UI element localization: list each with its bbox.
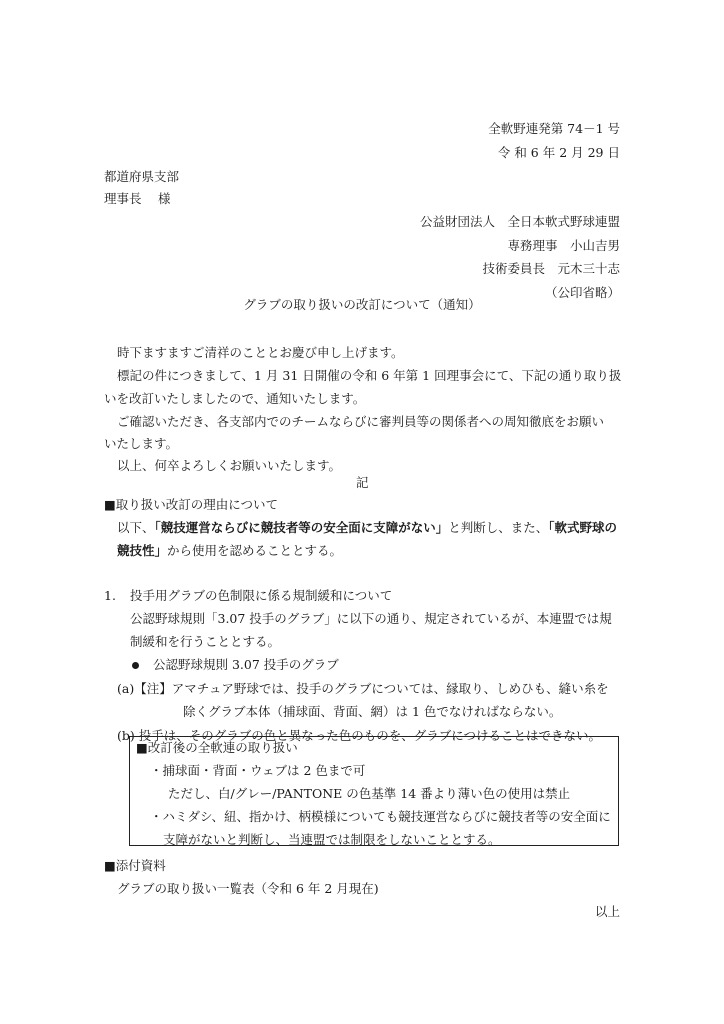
sender-committee: 技術委員長 元木三十志	[482, 261, 620, 276]
body-p3-line2: いたします。	[104, 436, 179, 451]
closing: 以上	[594, 904, 620, 919]
bullet-icon	[132, 662, 139, 669]
box-line3: ・ハミダシ、紐、指かけ、柄模様についても競技運営ならびに競技者等の安全面に	[150, 809, 611, 824]
body-p4: 以上、何卒よろしくお願いいたします。	[117, 458, 342, 473]
attachment-heading: ■添付資料	[104, 858, 166, 873]
reason-emphasis-safety: 「競技運営ならびに競技者等の安全面に支障がない」	[154, 520, 449, 535]
item1-heading: 投手用グラブの色制限に係る規制緩和について	[130, 588, 393, 603]
rule-a-line1: (a)【注】アマチュア野球では、投手のグラブについては、縁取り、しめひも、縫い糸を	[117, 681, 609, 696]
reason-text: 以下、	[117, 520, 155, 535]
reason-text: から使用を認めることとする。	[167, 543, 343, 558]
sender-director: 専務理事 小山吉男	[507, 238, 620, 253]
item1-line1: 公認野球規則「3.07 投手のグラブ」に以下の通り、規定されているが、本連盟では規	[130, 611, 612, 626]
sender-org: 公益財団法人 全日本軟式野球連盟	[419, 214, 620, 229]
box-line2: ただし、白/グレー/PANTONE の色基準 14 番より薄い色の使用は禁止	[168, 786, 571, 801]
attachment-item: グラブの取り扱い一覧表（令和 6 年 2 月現在)	[117, 881, 379, 896]
reason-line1	[117, 522, 617, 535]
document-title: グラブの取り扱いの改訂について（通知）	[243, 297, 481, 312]
reason-emphasis-sport: 競技性」	[117, 543, 168, 558]
ki-marker: 記	[356, 475, 369, 490]
reason-emphasis-sport: 「軟式野球の	[548, 520, 618, 535]
item1-number: 1.	[104, 588, 116, 603]
box-title: ■改訂後の全軟連の取り扱い	[136, 740, 298, 755]
rule-reference: 公認野球規則 3.07 投手のグラブ	[153, 657, 339, 672]
body-p2-line1: 標記の件につきまして、1 月 31 日開催の令和 6 年第 1 回理事会にて、下記の通り取り扱	[117, 368, 622, 383]
body-p3-line1: ご確認いただき、各支部内でのチームならびに審判員等の関係者への周知徹底をお願い	[117, 414, 605, 429]
greeting: 時下ますますご清祥のこととお慶び申し上げます。	[117, 345, 404, 360]
box-line1: ・捕球面・背面・ウェブは 2 色まで可	[150, 763, 366, 778]
rule-b-line: (b) 投手は、そのグラブの色と異なった色のものを、グラブにつけることはできない。	[117, 728, 601, 743]
doc-date: 令 和 6 年 2 月 29 日	[497, 145, 620, 160]
reason-text: と判断し、また、	[448, 520, 549, 535]
box-line4: 支障がないと判断し、当連盟では制限をしないこととする。	[163, 832, 501, 847]
body-p2-line2: いを改訂いたしましたので、通知いたします。	[104, 391, 366, 406]
reason-line2	[117, 545, 342, 558]
recipient-title: 理事長 様	[104, 191, 171, 206]
seal-omitted: （公印省略）	[544, 285, 620, 300]
recipient-branch: 都道府県支部	[104, 169, 180, 184]
reason-heading: ■取り扱い改訂の理由について	[104, 497, 279, 512]
doc-number: 全軟野連発第 74－1 号	[488, 121, 620, 136]
rule-a-line2: 除くグラブ本体（捕球面、背面、網）は 1 色でなければならない。	[183, 704, 562, 719]
item1-line2: 制緩和を行うこととする。	[130, 634, 281, 649]
rule-bullet	[132, 659, 339, 672]
